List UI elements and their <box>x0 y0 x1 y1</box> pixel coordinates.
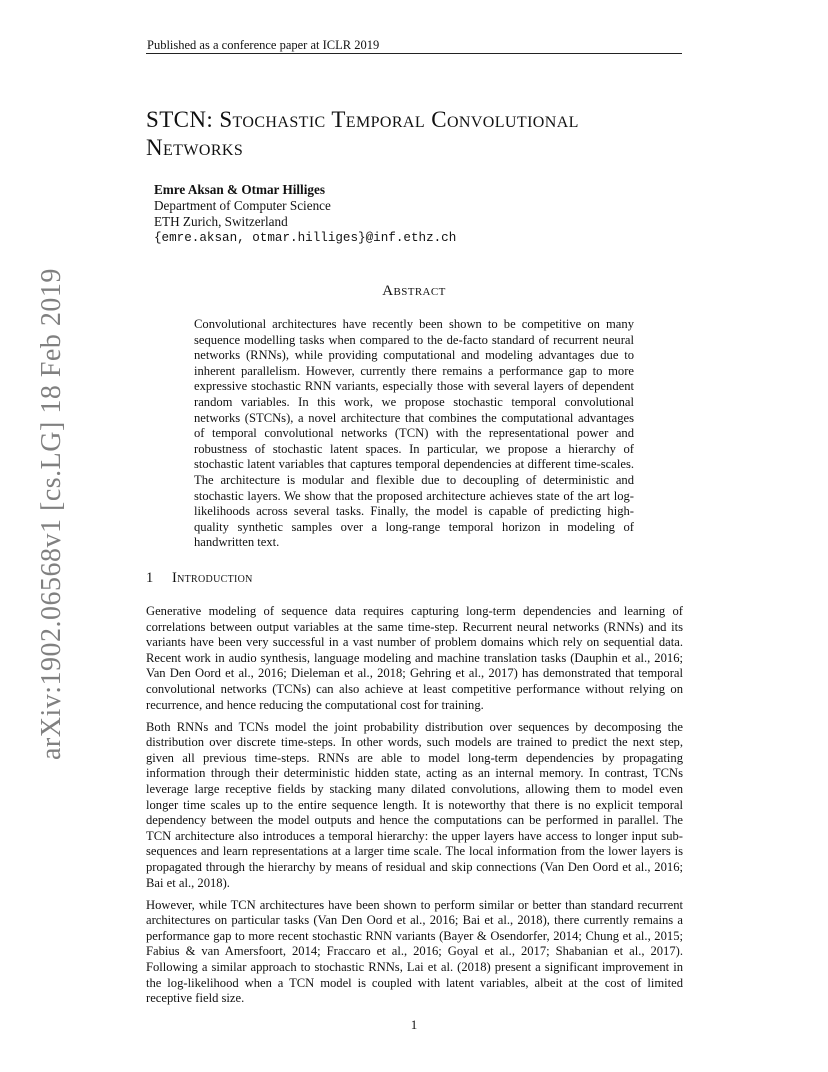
arxiv-identifier[interactable]: arXiv:1902.06568v1 [cs.LG] 18 Feb 2019 <box>36 268 67 760</box>
introduction-body <box>146 604 683 1013</box>
paper-title <box>146 106 686 162</box>
paragraph: Generative modeling of sequence data requires capturing long-term dependencies and learning of correlations between output variables at the same time-step. Recurrent neural networks (RNNs) and its variants have been very successful in a vast number of problem domains which rely on sequential data. Recent work in audio synthesis, language modeling and machine translation tasks (Dauphin et al., 2016; Van Den Oord et al., 2016; Dieleman et al., 2018; Gehring et al., 2017) has demonstrated that temporal convolutional networks (TCNs) can also achieve at least competitive performance without relying on recurrence, and hence reducing the computational cost for training. <box>146 604 683 712</box>
title-line-1: STCN: Stochastic Temporal Convolutional <box>146 107 579 132</box>
paragraph: However, while TCN architectures have been shown to perform similar or better than standard recurrent architectures on particular tasks (Van Den Oord et al., 2016; Bai et al., 2018), there currently remains a performance gap to more recent stochastic RNN variants (Bayer & Osendorfer, 2014; Chung et al., 2015; Fabius & van Amersfoort, 2014; Fraccaro et al., 2016; Goyal et al., 2017; Shabanian et al., 2017). Following a similar approach to stochastic RNNs, Lai et al. (2018) present a significant improvement in the log-likelihood when a TCN model is coupled with latent variables, albeit at the cost of limited receptive field size. <box>146 897 683 1006</box>
abstract-heading: Abstract <box>382 283 446 299</box>
section-title: Introduction <box>172 570 253 586</box>
author-institution: ETH Zurich, Switzerland <box>154 214 288 229</box>
author-department: Department of Computer Science <box>154 198 331 213</box>
section-number: 1 <box>146 570 154 586</box>
author-block <box>154 182 456 246</box>
header-rule <box>146 53 682 54</box>
running-header: Published as a conference paper at ICLR 2019 <box>147 38 380 52</box>
paragraph: Both RNNs and TCNs model the joint probability distribution over sequences by decomposing the distribution over discrete time-steps. In other words, such models are trained to predict the next step, given all previous time-steps. RNNs are able to model long-term dependencies by propagating information through their deterministic hidden state, acting as an internal memory. In contrast, TCNs leverage large receptive fields by stacking many dilated convolutions, allowing them to model even longer time scales up to the entire sequence length. It is noteworthy that there is no explicit temporal dependency between the model outputs and hence the computations can be performed in parallel. The TCN architecture also introduces a temporal hierarchy: the upper layers have access to longer input sub-sequences and learn representations at a larger time scale. The local information from the lower layers is propagated through the hierarchy by means of residual and skip connections (Van Den Oord et al., 2016; Bai et al., 2018). <box>146 719 683 890</box>
author-names: Emre Aksan & Otmar Hilliges <box>154 182 325 197</box>
abstract-text: Convolutional architectures have recently been shown to be competitive on many sequence modelling tasks when compared to the de-facto standard of recurrent neural networks (RNNs), while providing computational and modeling advantages due to inherent parallelism. However, currently there remains a performance gap to more expressive stochastic RNN variants, especially those with several layers of dependent random variables. In this work, we propose stochastic temporal convolutional networks (STCNs), a novel architecture that combines the computational advantages of temporal convolutional networks (TCN) with the representational power and robustness of stochastic latent spaces. In particular, we propose a hierarchy of stochastic latent variables that captures temporal dependencies at different time-scales. The architecture is modular and flexible due to decoupling of deterministic and stochastic layers. We show that the proposed architecture achieves state of the art log-likelihoods across several tasks. Finally, the model is capable of predicting high-quality synthetic samples over a long-range temporal horizon in modeling of handwritten text. <box>194 317 634 550</box>
author-email[interactable]: {emre.aksan, otmar.hilliges}@inf.ethz.ch <box>154 231 457 245</box>
page-number: 1 <box>410 1017 418 1032</box>
title-line-2: Networks <box>146 135 244 160</box>
section-heading <box>146 570 253 587</box>
